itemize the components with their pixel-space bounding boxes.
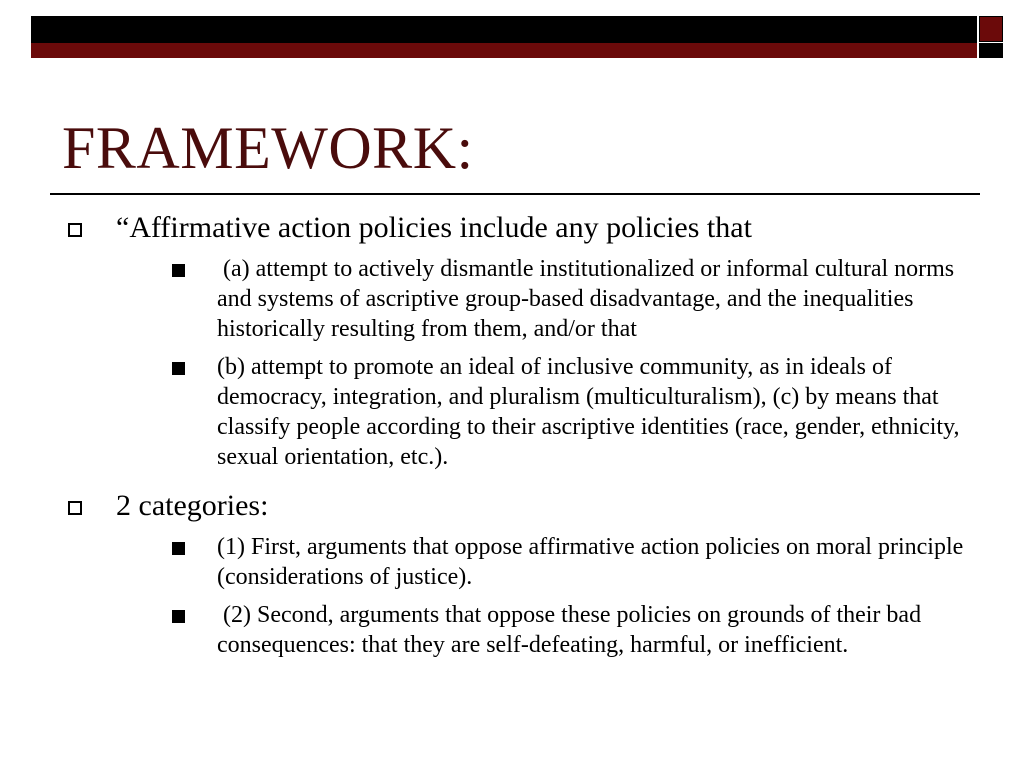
sub-bullet-item [116, 352, 982, 472]
filled-square-bullet-icon [172, 362, 185, 375]
sub-bullet-text: (a) attempt to actively dismantle institutionalized or informal cultural norms and systems of ascriptive group-based disadvantage, and the inequalities historically resulting from them, and/or that [217, 256, 961, 342]
sub-bullet-list [116, 532, 982, 660]
hollow-square-bullet-icon [68, 223, 82, 237]
slide-title: FRAMEWORK: [62, 115, 474, 181]
sub-bullet-text: (2) Second, arguments that oppose these policies on grounds of their bad consequences: that they are self-defeating, harmful, or inefficient. [217, 602, 928, 658]
bullet-text: “Affirmative action policies include any policies that [116, 211, 752, 244]
header-banner-bar [31, 16, 977, 43]
sub-bullet-list [116, 254, 982, 472]
sub-bullet-text: (1) First, arguments that oppose affirmative action policies on moral principle (considerations of justice). [217, 534, 964, 590]
header-banner-square-icon [979, 16, 1003, 42]
filled-square-bullet-icon [172, 542, 185, 555]
hollow-square-bullet-icon [68, 501, 82, 515]
bullet-text: 2 categories: [116, 489, 269, 522]
sub-bullet-item [116, 254, 982, 344]
header-banner-accent-bar [31, 43, 977, 58]
slide-body [62, 208, 982, 674]
filled-square-bullet-icon [172, 264, 185, 277]
title-divider [50, 193, 980, 195]
header-banner-square-shadow [979, 43, 1003, 58]
bullet-item-categories [62, 486, 982, 660]
sub-bullet-item [116, 600, 982, 660]
filled-square-bullet-icon [172, 610, 185, 623]
bullet-item-definition [62, 208, 982, 472]
sub-bullet-item [116, 532, 982, 592]
sub-bullet-text: (b) attempt to promote an ideal of inclusive community, as in ideals of democracy, integration, and pluralism (multiculturalism), (c) by means that classify people according to their ascriptive identities (race, gender, ethnicity, sexual orientation, etc.). [217, 354, 960, 470]
